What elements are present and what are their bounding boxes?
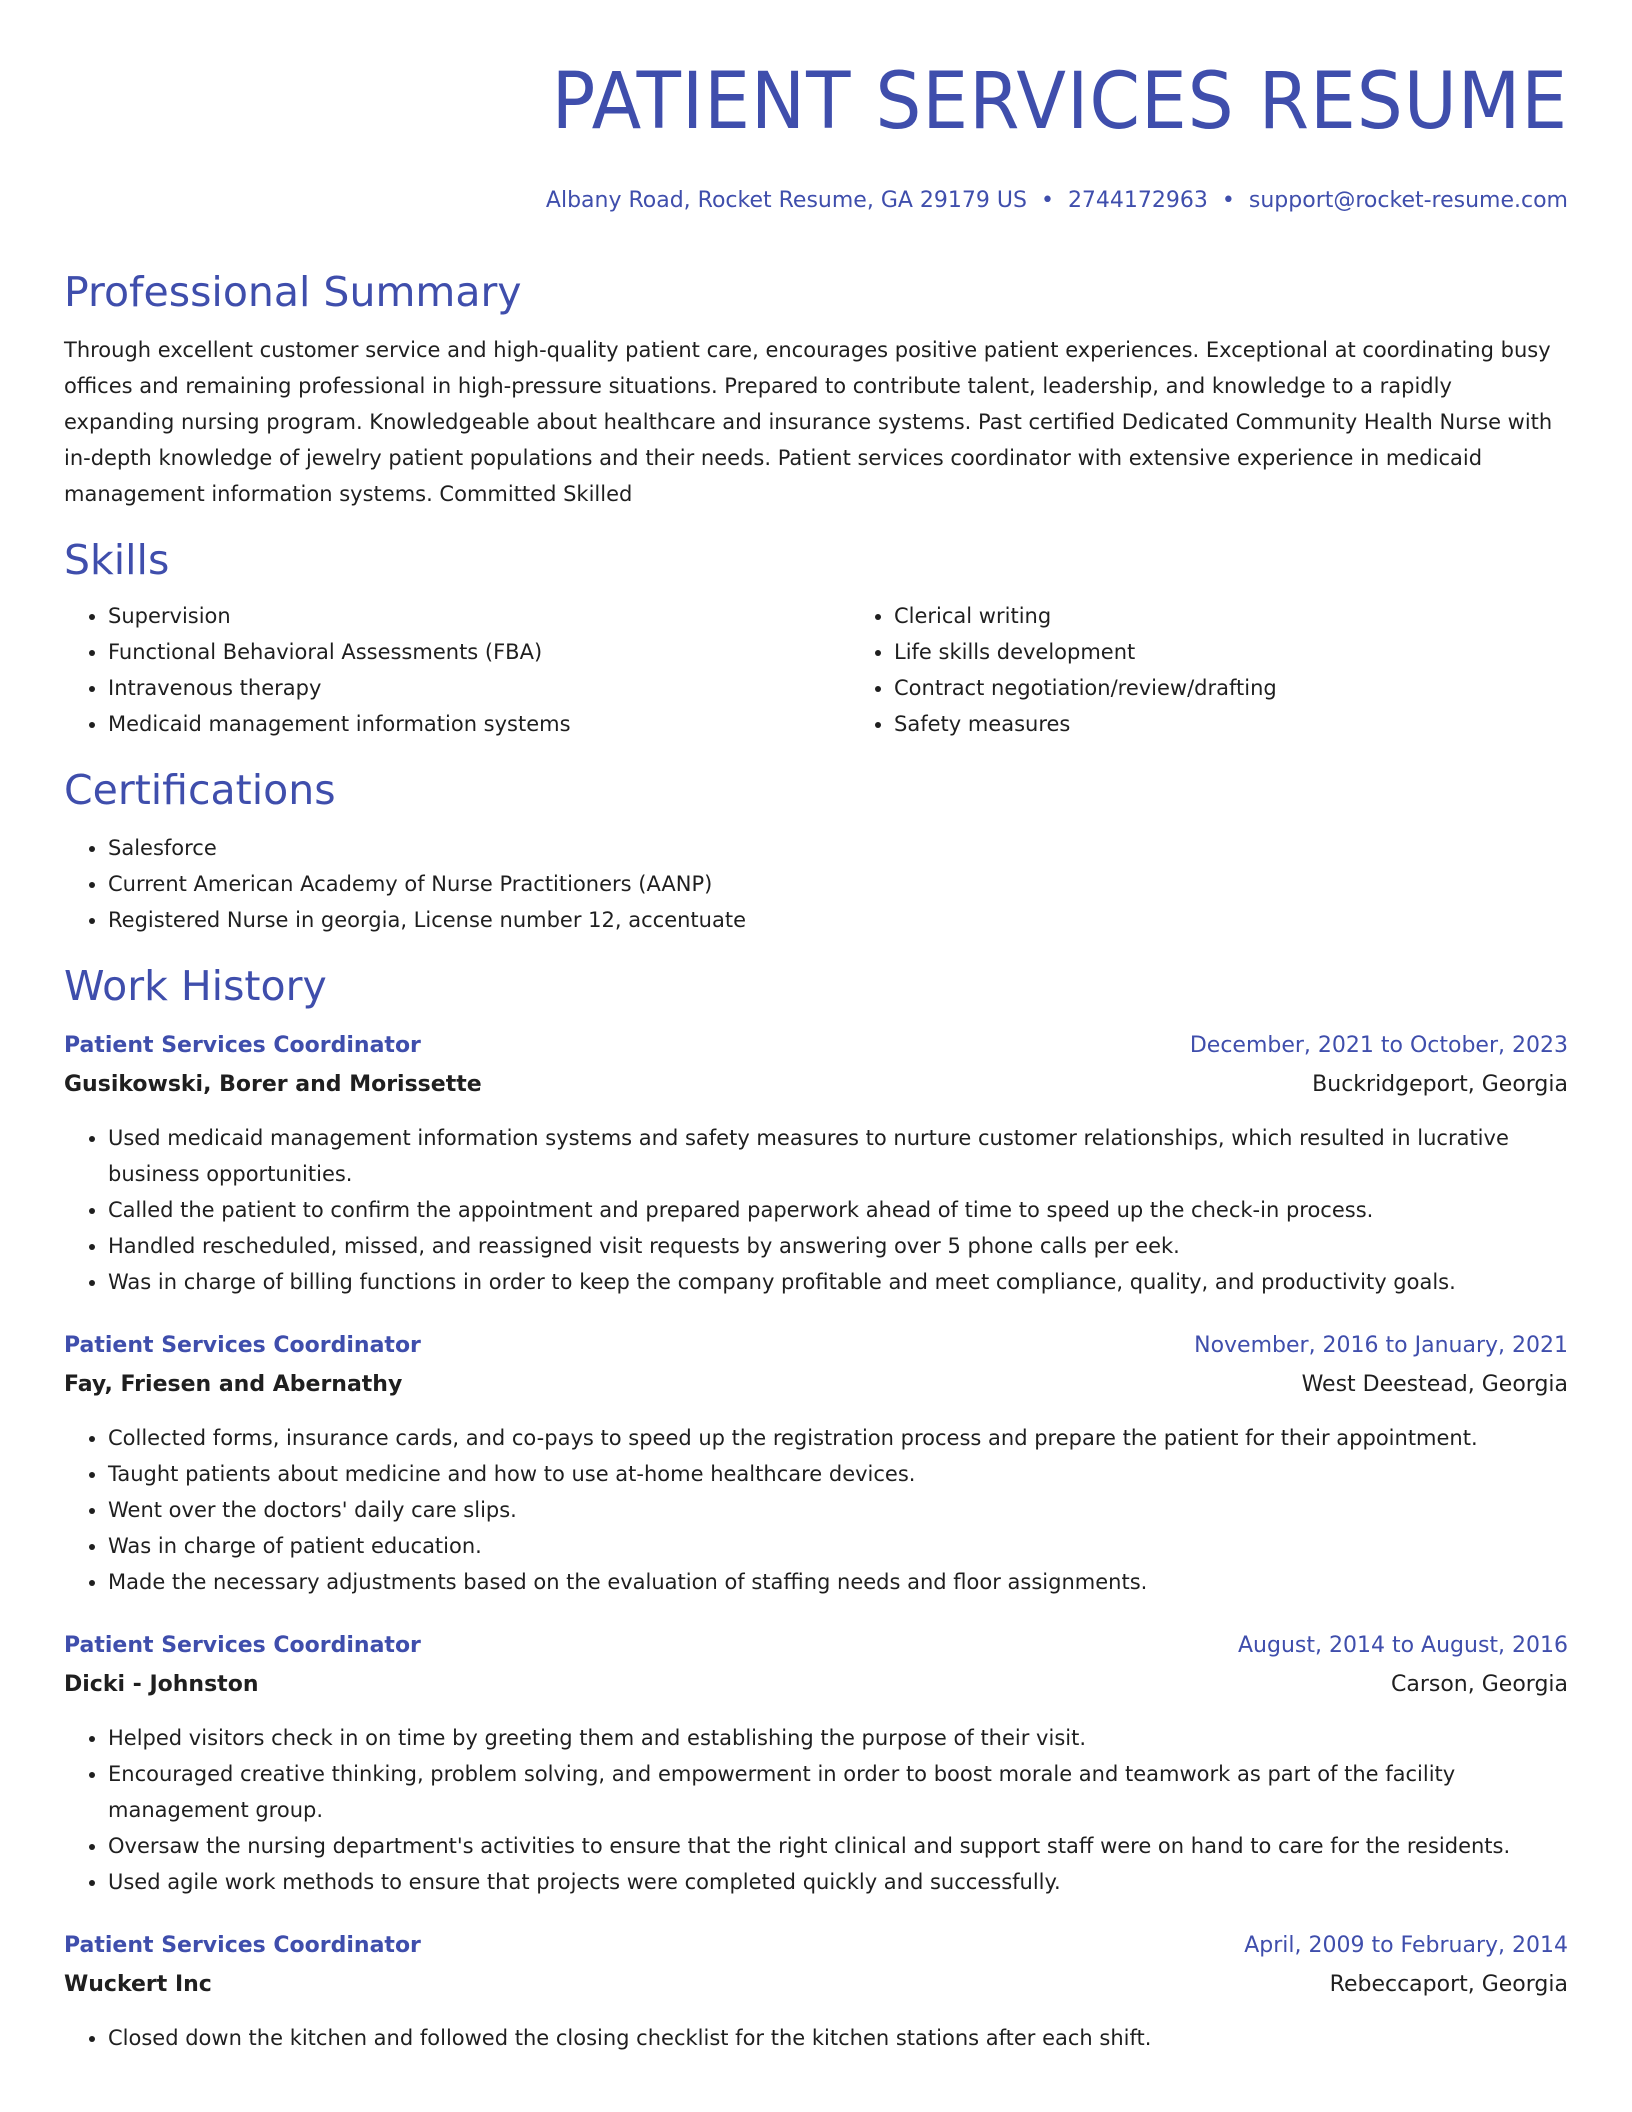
skill-item: • Intravenous therapy — [108, 670, 850, 706]
skill-item: • Medicaid management information systems — [108, 706, 850, 742]
section-title-skills: Skills — [64, 536, 170, 584]
job-header-row — [64, 1328, 1568, 1364]
resume-name: PATIENT SERVICES RESUME — [551, 57, 1568, 147]
certification-item: • Registered Nurse in georgia, License number 12, accentuate — [108, 902, 1568, 938]
job-dates: November, 2016 to January, 2021 — [1194, 1333, 1568, 1358]
job-location: Rebeccaport, Georgia — [1329, 1972, 1568, 1997]
section-title-summary: Professional Summary — [64, 268, 522, 316]
job-company: Gusikowski, Borer and Morissette — [64, 1072, 482, 1097]
job-company: Dicki - Johnston — [64, 1672, 259, 1697]
job-bullet: • Made the necessary adjustments based on the evaluation of staffing needs and floor assignments. — [108, 1564, 1568, 1600]
job-bullet: • Helped visitors check in on time by greeting them and establishing the purpose of their visit. — [108, 1720, 1568, 1756]
job-dates: April, 2009 to February, 2014 — [1244, 1933, 1568, 1958]
job-dates: December, 2021 to October, 2023 — [1189, 1033, 1568, 1058]
job-entry — [64, 1928, 1568, 2056]
job-title: Patient Services Coordinator — [64, 1933, 421, 1958]
job-location: Carson, Georgia — [1391, 1672, 1568, 1697]
job-company-row — [64, 1364, 1568, 1406]
skill-item: • Functional Behavioral Assessments (FBA) — [108, 634, 850, 670]
job-bullet: • Taught patients about medicine and how to use at-home healthcare devices. — [108, 1456, 1568, 1492]
job-header-row — [64, 1028, 1568, 1064]
job-bullet: • Collected forms, insurance cards, and co-pays to speed up the registration process and prepare the patient for their appointment. — [108, 1420, 1568, 1456]
summary-text: Through excellent customer service and high-quality patient care, encourages positive patient experiences. Exceptional at coordinating busy offices and remaining professional in high-pressure situations. Prepared to contribute talent, leadership, and knowledge to a rapidly expanding nursing program. Knowledgeable about healthcare and insurance systems. Past certified Dedicated Community Health Nurse with in-depth knowledge of jewelry patient populations and their needs. Patient services coordinator with extensive experience in medicaid management information systems. Committed Skilled — [64, 338, 1553, 506]
job-bullet: • Closed down the kitchen and followed the closing checklist for the kitchen stations after each shift. — [108, 2020, 1568, 2056]
contact-line — [64, 186, 1568, 216]
job-company-row — [64, 1664, 1568, 1706]
skill-item: • Clerical writing — [894, 598, 1568, 634]
job-dates: August, 2014 to August, 2016 — [1238, 1633, 1568, 1658]
job-entry — [64, 1628, 1568, 1900]
job-bullet: • Oversaw the nursing department's activities to ensure that the right clinical and support staff were on hand to care for the residents. — [108, 1828, 1568, 1864]
job-bullet: • Handled rescheduled, missed, and reassigned visit requests by answering over 5 phone calls per eek. — [108, 1228, 1568, 1264]
job-entry — [64, 1328, 1568, 1600]
job-bullet: • Was in charge of patient education. — [108, 1528, 1568, 1564]
job-bullet: • Encouraged creative thinking, problem solving, and empowerment in order to boost morale and teamwork as part of the facility management group. — [108, 1756, 1568, 1828]
job-title: Patient Services Coordinator — [64, 1633, 421, 1658]
contact-separator: • — [1040, 188, 1054, 213]
section-title-work-history: Work History — [64, 962, 327, 1010]
job-bullet: • Went over the doctors' daily care slips. — [108, 1492, 1568, 1528]
job-bullet: • Used medicaid management information systems and safety measures to nurture customer relationships, which resulted in lucrative business opportunities. — [108, 1120, 1568, 1192]
job-title: Patient Services Coordinator — [64, 1333, 421, 1358]
skill-item: • Life skills development — [894, 634, 1568, 670]
contact-email: support@rocket-resume.com — [1248, 188, 1568, 213]
skills-column-right — [850, 598, 1568, 742]
job-entry — [64, 1028, 1568, 1300]
job-bullet: • Used agile work methods to ensure that projects were completed quickly and successfully. — [108, 1864, 1568, 1900]
job-bullets — [64, 2020, 1568, 2056]
certification-item: • Salesforce — [108, 830, 1568, 866]
contact-phone: 2744172963 — [1067, 188, 1208, 213]
job-bullet: • Was in charge of billing functions in order to keep the company profitable and meet compliance, quality, and productivity goals. — [108, 1264, 1568, 1300]
certifications-list — [64, 830, 1568, 938]
job-bullets — [64, 1420, 1568, 1600]
job-company-row — [64, 1964, 1568, 2006]
skill-item: • Safety measures — [894, 706, 1568, 742]
work-history-list — [64, 1028, 1568, 2056]
job-location: West Deestead, Georgia — [1301, 1372, 1568, 1397]
skills-column-left — [64, 598, 850, 742]
job-bullet: • Called the patient to confirm the appointment and prepared paperwork ahead of time to speed up the check-in process. — [108, 1192, 1568, 1228]
certification-item: • Current American Academy of Nurse Practitioners (AANP) — [108, 866, 1568, 902]
job-company: Wuckert Inc — [64, 1972, 212, 1997]
job-bullets — [64, 1720, 1568, 1900]
job-title: Patient Services Coordinator — [64, 1033, 421, 1058]
skills-list — [64, 598, 1568, 742]
contact-separator: • — [1221, 188, 1235, 213]
job-company-row — [64, 1064, 1568, 1106]
job-header-row — [64, 1928, 1568, 1964]
skill-item: • Contract negotiation/review/drafting — [894, 670, 1568, 706]
job-location: Buckridgeport, Georgia — [1312, 1072, 1568, 1097]
contact-address: Albany Road, Rocket Resume, GA 29179 US — [545, 188, 1027, 213]
job-bullets — [64, 1120, 1568, 1300]
section-title-certifications: Certifications — [64, 766, 336, 814]
skill-item: • Supervision — [108, 598, 850, 634]
job-header-row — [64, 1628, 1568, 1664]
resume-page — [64, 0, 1568, 2112]
job-company: Fay, Friesen and Abernathy — [64, 1372, 403, 1397]
